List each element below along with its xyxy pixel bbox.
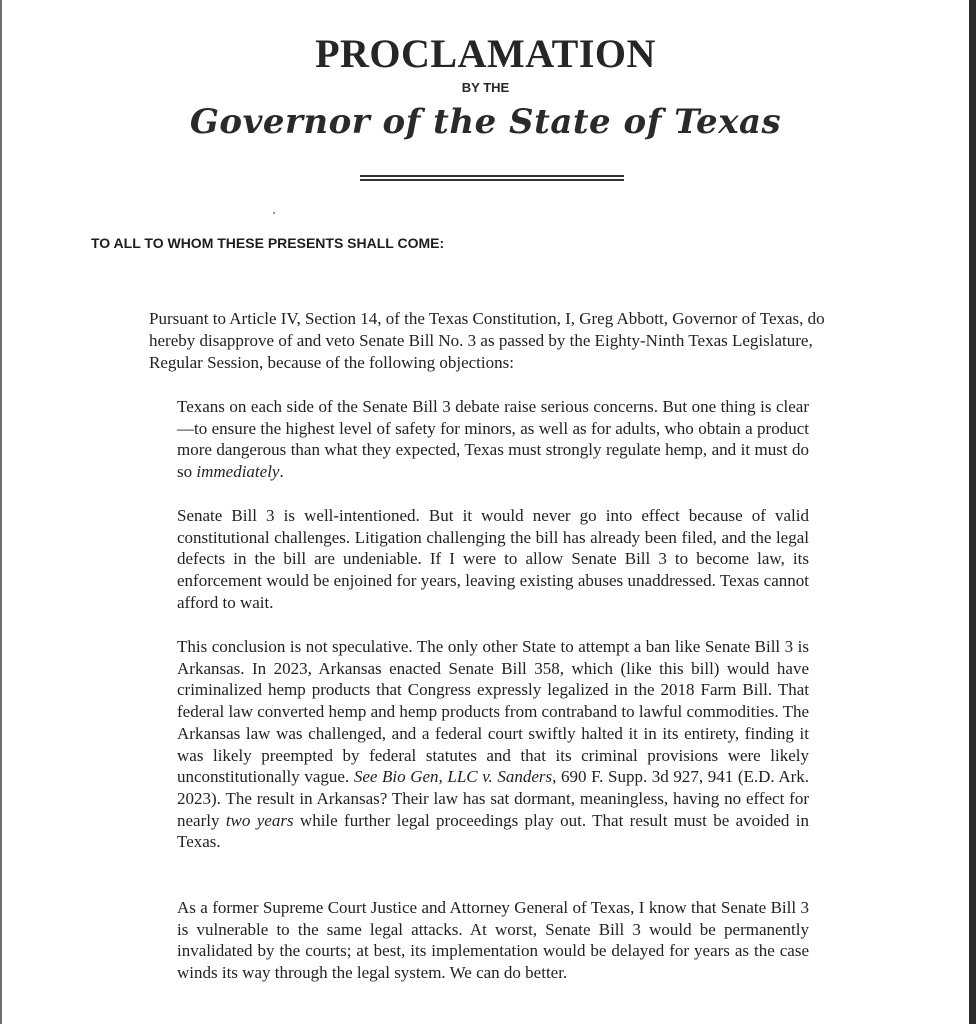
salutation: TO ALL TO WHOM THESE PRESENTS SHALL COME:: [91, 235, 445, 251]
scan-speck: [273, 212, 275, 214]
paragraph-text: .: [279, 462, 284, 482]
paragraph-text: Texans on each side of the Senate Bill 3 debate raise serious concerns. But one thing is clear—to ensure the highest level of safety for minors, as well as for adults, who obtain a product more dangerous than what they expected, Texas must strongly regulate hemp, and it must do so: [177, 397, 809, 482]
case-citation: See Bio Gen, LLC v. Sanders: [353, 767, 553, 787]
paragraph-text: while further legal proceedings play out. That result must be avoided in Texas.: [177, 810, 809, 852]
double-rule-divider: [360, 175, 624, 181]
emphasis-text: immediately: [196, 462, 280, 482]
objection-paragraph-4: As a former Supreme Court Justice and Attorney General of Texas, I know that Senate Bill 3 is vulnerable to the same legal attacks. At worst, Senate Bill 3 would be permanently invalidated by the courts; at best, its implementation would be delayed for years as the case winds its way through the legal system. We can do better.: [177, 898, 809, 983]
governor-heading: Governor of the State of Texas: [189, 102, 782, 142]
objection-paragraph-3: [177, 636, 809, 853]
byline: BY THE: [461, 80, 510, 95]
proclamation-title: PROCLAMATION: [315, 31, 656, 76]
paragraph-text: This conclusion is not speculative. The only other State to attempt a ban like Senate Bill 3 is Arkansas. In 2023, Arkansas enacted Senate Bill 358, which (like this bill) would have criminalized hemp products that Congress expressly legalized in the 2018 Farm Bill. That federal law converted hemp and hemp products from contraband to lawful commodities. The Arkansas law was challenged, and a federal court swiftly halted it in its entirety, finding it was likely preempted by federal statutes and that its criminal provisions were likely unconstitutionally vague.: [177, 637, 809, 787]
objection-paragraph-1: [177, 396, 809, 483]
paragraph-text: , 690 F. Supp. 3d 927, 941 (E.D. Ark. 2023). The result in Arkansas? Their law has sat dormant, meaningless, having no effect for nearly: [177, 767, 810, 830]
intro-paragraph: Pursuant to Article IV, Section 14, of the Texas Constitution, I, Greg Abbott, Governor of Texas, do hereby disapprove of and veto Senate Bill No. 3 as passed by the Eighty-Ninth Texas Legislature, Regular Session, because of the following objections:: [149, 309, 825, 372]
objection-paragraph-2: Senate Bill 3 is well-intentioned. But it would never go into effect because of valid constitutional challenges. Litigation challenging the bill has already been filed, and the legal defects in the bill are undeniable. If I were to allow Senate Bill 3 to become law, its enforcement would be enjoined for years, leaving existing abuses unaddressed. Texas cannot afford to wait.: [177, 506, 809, 612]
emphasis-text: two years: [225, 810, 294, 830]
